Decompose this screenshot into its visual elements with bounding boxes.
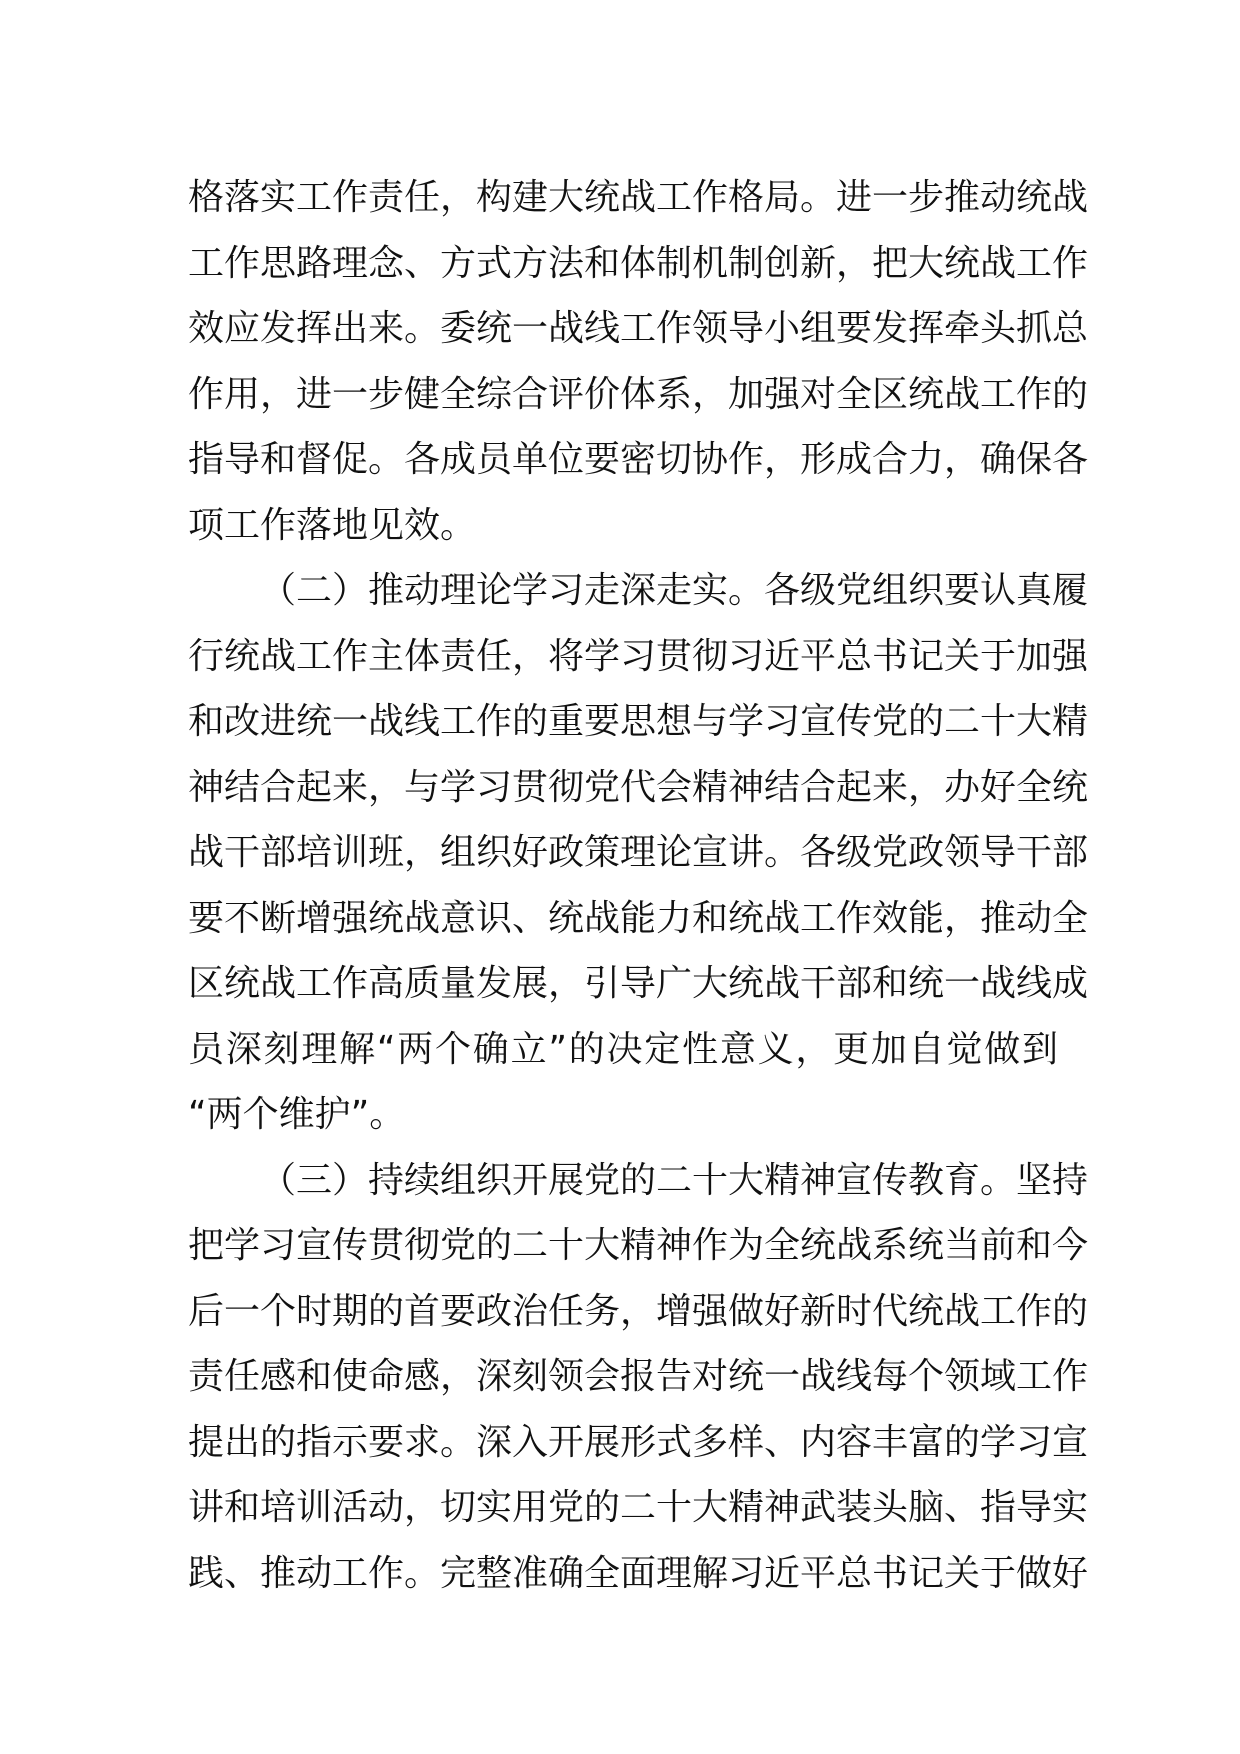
- text-line: 提出的指示要求。深入开展形式多样、内容丰富的学习宣: [188, 1421, 1089, 1463]
- text-line: 区统战工作高质量发展，引导广大统战干部和统一战线成: [188, 963, 1089, 1004]
- text-line: 指导和督促。各成员单位要密切协作，形成合力，确保各: [188, 439, 1089, 480]
- text-line: 讲和培训活动，切实用党的二十大精神武装头脑、指导实: [188, 1487, 1089, 1528]
- section-heading-line: （二）推动理论学习走深走实。各级党组织要认真履: [260, 570, 1089, 611]
- text-line-paragraph-end: 项工作落地见效。: [188, 504, 477, 546]
- text-line: 员深刻理解“两个确立”的决定性意义，更加自觉做到: [188, 1028, 1058, 1070]
- text-line: 行统战工作主体责任，将学习贯彻习近平总书记关于加强: [188, 635, 1089, 677]
- text-line: 效应发挥出来。委统一战线工作领导小组要发挥牵头抓总: [188, 308, 1089, 349]
- text-line: 和改进统一战线工作的重要思想与学习宣传党的二十大精: [188, 701, 1089, 742]
- text-line: 把学习宣传贯彻党的二十大精神作为全统战系统当前和今: [188, 1225, 1089, 1266]
- document-body: [188, 165, 1089, 1606]
- text-line-paragraph-end: “两个维护”。: [188, 1094, 406, 1135]
- text-line: 作用，进一步健全综合评价体系，加强对全区统战工作的: [188, 373, 1089, 415]
- section-heading-line: （三）持续组织开展党的二十大精神宣传教育。坚持: [260, 1159, 1089, 1201]
- text-line: 责任感和使命感，深刻领会报告对统一战线每个领域工作: [188, 1356, 1089, 1397]
- text-line: 践、推动工作。完整准确全面理解习近平总书记关于做好: [188, 1552, 1089, 1594]
- text-line: 战干部培训班，组织好政策理论宣讲。各级党政领导干部: [188, 832, 1089, 873]
- text-line: 神结合起来，与学习贯彻党代会精神结合起来，办好全统: [188, 766, 1089, 808]
- text-line: 要不断增强统战意识、统战能力和统战工作效能，推动全: [188, 897, 1089, 939]
- text-line: 工作思路理念、方式方法和体制机制创新，把大统战工作: [188, 242, 1089, 284]
- text-line: 后一个时期的首要政治任务，增强做好新时代统战工作的: [188, 1290, 1089, 1332]
- text-line: 格落实工作责任，构建大统战工作格局。进一步推动统战: [188, 177, 1089, 218]
